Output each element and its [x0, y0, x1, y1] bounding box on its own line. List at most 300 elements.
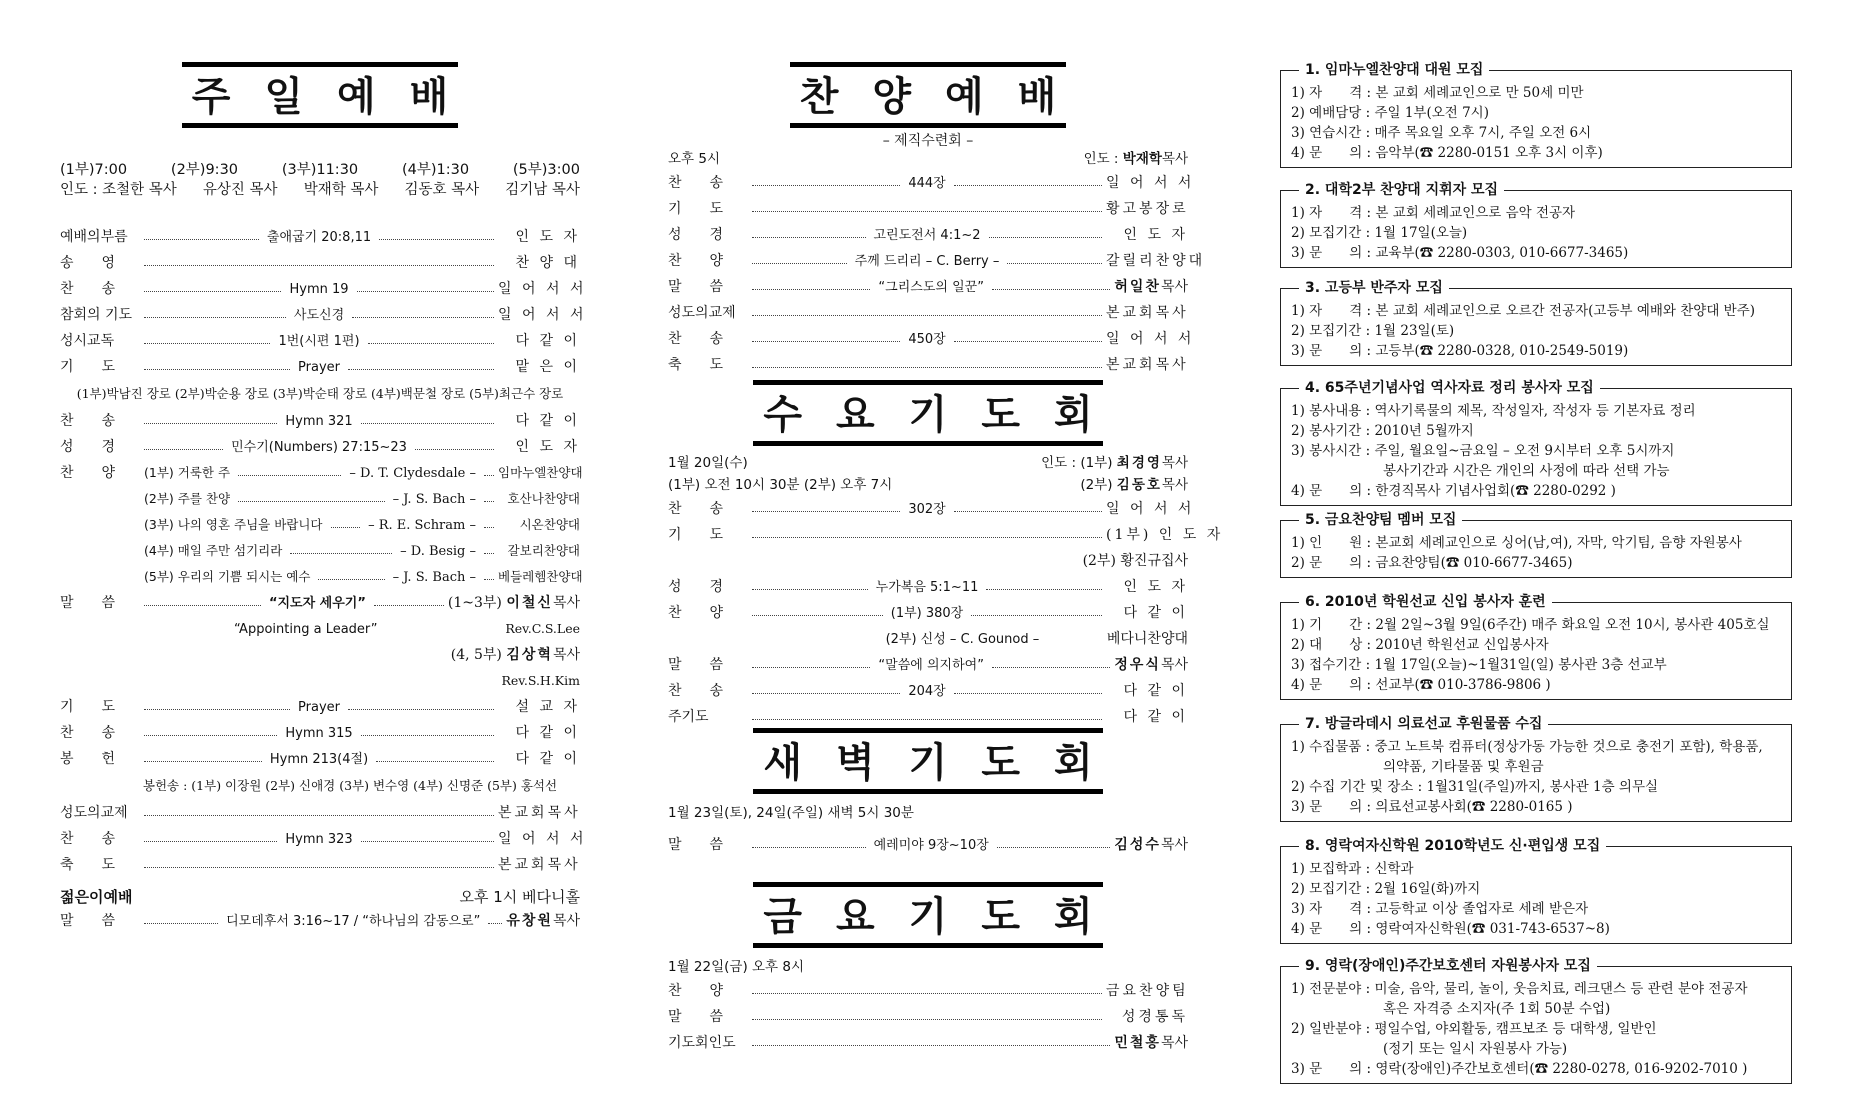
wed-prayer-2: [668, 548, 1188, 574]
leader-dots: [331, 513, 361, 528]
leader-dots: [238, 487, 385, 502]
order-item: Hymn 19: [289, 282, 349, 297]
order-row: [60, 826, 587, 852]
order-label: [60, 328, 140, 354]
dawn-scripture: 예레미야 9장~10장: [873, 838, 989, 853]
leader-name: 최경영: [1116, 455, 1162, 471]
order-row: [668, 222, 1188, 248]
label-text: 성시교독: [60, 333, 115, 349]
order-row: [60, 852, 580, 878]
youth-header: [60, 886, 580, 908]
notice-title: 7. 방글라데시 의료선교 후원물품 수집: [1299, 714, 1548, 734]
sunday-order-list-2: [60, 694, 580, 772]
notice-line: 1) 기 간 : 2월 2일~3월 9일(6주간) 매주 화요일 오전 10시, 봉사관 405호실: [1291, 617, 1770, 633]
wed-order-list-2: [668, 574, 1188, 626]
leader-dots: [986, 575, 1102, 590]
wed-header-1: [668, 452, 1188, 474]
order-row: [668, 522, 1224, 548]
label-text: 성 경: [668, 579, 724, 595]
notice-title: 8. 영락여자신학원 2010학년도 신·편입생 모집: [1299, 836, 1606, 856]
youth-preacher: [506, 908, 580, 934]
leader-dots: [484, 539, 494, 554]
wednesday-order: [668, 452, 1224, 730]
notice-box: [1280, 594, 1792, 700]
order-row: [60, 408, 580, 434]
order-leader: 성경통독: [1121, 1009, 1188, 1025]
order-label: [668, 978, 748, 1004]
notice-line: 1) 자 격 : 본 교회 세례교인으로 오르간 전공자(고등부 예배와 찬양대 반주): [1291, 303, 1755, 319]
sunday-order-list-1: [60, 224, 587, 380]
order-leader: 본교회목사: [498, 857, 581, 873]
label-text: 찬 송: [60, 413, 116, 429]
label-text: 찬 양: [668, 605, 724, 621]
leader-dots: [752, 1031, 1110, 1046]
order-row: [668, 248, 1206, 274]
wed-times: (1부) 오전 10시 30분 (2부) 오후 7시: [668, 477, 893, 493]
preacher-1-en: Rev.C.S.Lee: [505, 621, 580, 636]
sermon-preacher-2: [451, 642, 580, 668]
praise-title-wrap: [668, 62, 1188, 150]
label-text: 찬 송: [60, 831, 116, 847]
label-text: 축 도: [668, 357, 724, 373]
leader-dots: [752, 653, 870, 668]
notice-box: [1280, 838, 1792, 944]
anthem-2: (2부) 신성 – C. Gounod –: [885, 632, 1040, 647]
dawn-preacher: [1114, 832, 1188, 858]
anthem-choir: 베들레헴찬양대: [498, 569, 583, 584]
anthem-composer: – J. S. Bach –: [392, 492, 476, 507]
leader-dots: [144, 747, 262, 762]
order-leader: 금요찬양팀: [1106, 983, 1189, 999]
order-label: [668, 704, 748, 730]
order-row: [60, 434, 580, 460]
order-label: [60, 408, 140, 434]
order-leader: 다 같 이: [1123, 709, 1188, 725]
leader-dots: [992, 653, 1110, 668]
label-text: 송 영: [60, 255, 116, 271]
label-text: 찬 양: [668, 983, 724, 999]
notice-title: 5. 금요찬양팀 멤버 모집: [1299, 510, 1462, 530]
order-label: [60, 852, 140, 878]
friday-leader: [1114, 1030, 1188, 1056]
youth-scripture: 디모데후서 3:16~17 / “하나님의 감동으로”: [226, 914, 481, 929]
order-leader: 다 같 이: [1123, 605, 1189, 621]
leader-dots: [144, 827, 277, 842]
service-leader: 김기남 목사: [505, 182, 580, 198]
leader-dots: [144, 435, 223, 450]
order-label: [60, 720, 140, 746]
notice-line: 3) 봉사시간 : 주일, 월요일~금요일 – 오전 9시부터 오후 5시까지: [1291, 443, 1675, 459]
order-label: [60, 908, 140, 934]
offering-singers: 봉헌송 : (1부) 이장원 (2부) 신애경 (3부) 변수영 (4부) 신명준 (5부) 홍석선: [142, 778, 558, 793]
order-row: [668, 170, 1195, 196]
praise-order-list: [668, 170, 1206, 378]
sermon-title-en: “Appointing a Leader”: [234, 622, 378, 637]
order-row: [60, 250, 580, 276]
order-label: [668, 678, 748, 704]
label-text: 예배의부름: [60, 229, 128, 245]
order-row: [60, 302, 587, 328]
order-label: [60, 800, 140, 826]
title-char: 회: [1053, 894, 1093, 940]
title-char: 배: [409, 74, 449, 120]
notice-line: 3) 자 격 : 고등학교 이상 졸업자로 세례 받은자: [1291, 901, 1589, 917]
order-leader: 인 도 자: [1123, 227, 1189, 243]
youth-sermon-row: [60, 908, 580, 934]
notice-title: 9. 영락(장애인)주간보호센터 자원봉사자 모집: [1299, 956, 1597, 976]
prayer-2: (2부) 황진규집사: [1082, 553, 1188, 569]
praise-header: [668, 148, 1188, 170]
order-label: [60, 250, 140, 276]
wed-header-2: [668, 474, 1188, 496]
leader-dots: [144, 909, 218, 924]
leader-pre: (2부): [1080, 477, 1117, 493]
wed-order-list-3: [668, 652, 1188, 730]
praise-order: [668, 148, 1206, 378]
order-leader: 본교회목사: [1106, 305, 1189, 321]
order-leader: 다 같 이: [515, 725, 581, 741]
notice-title: 1. 임마누엘찬양대 대원 모집: [1299, 60, 1489, 80]
friday-title-wrap: [668, 882, 1188, 948]
title-char: 요: [836, 392, 909, 438]
leader-dots: [752, 833, 866, 848]
leader-dots: [144, 251, 494, 266]
order-item: Prayer: [298, 360, 340, 375]
title-char: 예: [337, 74, 410, 120]
leader-dots: [484, 513, 494, 528]
notice-line: 봉사기간과 시간은 개인의 사정에 따라 선택 가능: [1383, 463, 1670, 479]
leader-name: 정우식: [1114, 657, 1161, 673]
notice-box: [1280, 716, 1792, 822]
anthem-composer: – D. Besig –: [400, 544, 476, 559]
order-label: [668, 352, 748, 378]
order-item: Hymn 321: [285, 414, 353, 429]
notice-line: 2) 일반분야 : 평일수업, 야외활동, 캠프보조 등 대학생, 일반인: [1291, 1021, 1657, 1037]
title-char: 회: [1053, 740, 1093, 786]
notice-line: 1) 전문분야 : 미술, 음악, 물리, 놀이, 웃음치료, 레크댄스 등 관련 분야 전공자: [1291, 981, 1748, 997]
leader-dots: [361, 721, 494, 736]
notice-line: 3) 문 의 : 교육부(☎ 2280-0303, 010-6677-3465): [1291, 245, 1629, 261]
leader-dots: [752, 979, 1102, 994]
leader-pre: 인도 : (1부): [1041, 455, 1117, 471]
order-leader: 본교회목사: [498, 805, 581, 821]
leader-dots: [484, 487, 494, 502]
order-item: Hymn 323: [285, 832, 353, 847]
order-item: 사도신경: [293, 308, 345, 323]
notice-line: 4) 문 의 : 영락여자신학원(☎ 031-743-6537~8): [1291, 921, 1610, 937]
leader-dots: [374, 591, 444, 606]
title-char: 양: [872, 74, 945, 120]
title-char: 새: [763, 740, 837, 786]
order-row: [60, 354, 580, 380]
notice-line: 3) 접수기간 : 1월 17일(오늘)~1월31일(일) 봉사관 3층 선교부: [1291, 657, 1667, 673]
notice-line: 2) 봉사기간 : 2010년 5월까지: [1291, 423, 1474, 439]
leader-dots: [144, 591, 261, 606]
order-leader: (1부) 인 도 자: [1106, 527, 1224, 543]
order-item: Prayer: [298, 700, 340, 715]
leader-dots: [238, 461, 341, 476]
label-text: 기 도: [60, 359, 116, 375]
service-leader: 인도 : 조철한 목사: [60, 182, 177, 198]
order-leader: 일 어 서 서: [1106, 175, 1195, 191]
leader-title: 목사: [1160, 279, 1188, 295]
label-text: 말 씀: [668, 1009, 724, 1025]
order-label: [668, 222, 748, 248]
label-text: 찬 송: [60, 725, 116, 741]
label-text: 성도의교제: [668, 305, 736, 321]
title-char: 금: [763, 894, 837, 940]
youth-time: 오후 1시 베다니홀: [459, 888, 580, 906]
preacher-title: 목사: [552, 913, 580, 929]
notice-line: 1) 자 격 : 본 교회 세례교인으로 음악 전공자: [1291, 205, 1576, 221]
title-char: 수: [763, 392, 837, 438]
leader-dots: [954, 497, 1102, 512]
title-char: 도: [981, 740, 1054, 786]
anthem-composer: – D. T. Clydesdale –: [349, 466, 476, 481]
preacher-name: 이철신: [506, 595, 553, 611]
notice-box: [1280, 62, 1792, 168]
wed-date: 1월 20일(수): [668, 455, 748, 471]
order-item: 고린도전서 4:1~2: [873, 228, 981, 243]
order-row: [668, 652, 1188, 678]
order-leader: 황고봉장로: [1106, 201, 1189, 217]
notice-line: (정기 또는 일시 자원봉사 가능): [1383, 1041, 1568, 1057]
order-leader: 다 같 이: [515, 333, 580, 349]
leader-title: 목사: [1161, 151, 1188, 167]
notice-line: 2) 대 상 : 2010년 학원선교 신입봉사자: [1291, 637, 1549, 653]
leader-dots: [415, 435, 494, 450]
label-text: 말 씀: [668, 657, 724, 673]
anthem-title: (5부) 우리의 기쁨 되시는 예수: [144, 569, 311, 584]
sunday-order-list-1b: [60, 408, 580, 460]
praise-subtitle: – 제직수련회 –: [882, 133, 974, 149]
title-char: 기: [908, 392, 982, 438]
sunday-order: [60, 224, 587, 934]
order-label: [668, 574, 748, 600]
dawn-date-text: 1월 23일(토), 24일(주일) 새벽 5시 30분: [668, 805, 914, 821]
title-char: 예: [945, 74, 1018, 120]
leader-dots: [752, 275, 870, 290]
label-text: 찬 송: [668, 501, 724, 517]
order-label: [60, 826, 140, 852]
order-label: [668, 274, 748, 300]
leader-dots: [144, 277, 281, 292]
leader-dots: [752, 679, 900, 694]
order-leader: 갈릴리찬양대: [1106, 253, 1206, 269]
order-label: [60, 590, 140, 616]
order-item: 누가복음 5:1~11: [875, 580, 979, 595]
notice-line: 혹은 자격증 소지자(주 1회 50분 수업): [1383, 1001, 1611, 1017]
notice-line: 1) 모집학과 : 신학과: [1291, 861, 1414, 877]
wednesday-title: [753, 380, 1102, 446]
sermon-title: “지도자 세우기”: [268, 596, 366, 611]
leader-dots: [318, 565, 384, 580]
leader-dots: [144, 853, 494, 868]
notice-line: 2) 예배담당 : 주일 1부(오전 7시): [1291, 105, 1489, 121]
notice-line: 1) 수집물품 : 중고 노트북 컴퓨터(정상가동 가능한 것으로 충전기 포함), 학용품,: [1291, 739, 1763, 755]
anthem-row: [60, 486, 580, 512]
leader-dots: [992, 275, 1110, 290]
anthem-title: (4부) 매일 주만 섬기리라: [144, 543, 283, 558]
order-label: [60, 302, 140, 328]
leader-dots: [379, 225, 494, 240]
anthem-choir: 시온찬양대: [519, 517, 580, 532]
order-label: [668, 248, 748, 274]
anthem-row: [60, 460, 583, 486]
notice-line: 2) 모집기간 : 1월 23일(토): [1291, 323, 1455, 339]
label-text: 찬 송: [60, 281, 116, 297]
order-label: [668, 496, 748, 522]
leader-dots: [488, 909, 502, 924]
order-leader: 설 교 자: [515, 699, 580, 715]
label-text: 찬 송: [668, 683, 724, 699]
order-item: 출애굽기 20:8,11: [266, 230, 372, 245]
prayer-elders: (1부)박남진 장로 (2부)박순용 장로 (3부)박순태 장로 (4부)백문철 장로 (5부)최근수 장로: [76, 386, 564, 401]
order-label: [668, 1030, 748, 1056]
notice-line: 2) 모집기간 : 2월 16일(화)까지: [1291, 881, 1481, 897]
wed-leader-1: [1041, 452, 1188, 474]
label-text: 찬 송: [668, 331, 724, 347]
leader-title: 목사: [1160, 657, 1188, 673]
order-leader: 일 어 서 서: [498, 831, 587, 847]
title-char: 주: [191, 74, 265, 120]
notice-line: 1) 봉사내용 : 역사기록물의 제목, 작성일자, 작성자 등 기본자료 정리: [1291, 403, 1696, 419]
service-leaders-row: [60, 180, 580, 200]
anthem-row: [60, 512, 580, 538]
notice-box: [1280, 280, 1792, 366]
leader-dots: [144, 329, 270, 344]
order-item: 주께 드리리 – C. Berry –: [854, 254, 1000, 269]
order-item: Hymn 213(4절): [269, 752, 369, 767]
leader-dots: [752, 197, 1102, 212]
leader-name: 김동호: [1116, 477, 1162, 493]
label-text: 말 씀: [668, 837, 724, 853]
anthem-title: (2부) 주를 찬양: [144, 491, 231, 506]
wed-leader-2: [1080, 474, 1188, 496]
leader-title: 목사: [1161, 455, 1188, 471]
leader-dots: [752, 301, 1102, 316]
leader-dots: [357, 277, 494, 292]
leader-dots: [1007, 249, 1102, 264]
leader-dots: [954, 171, 1102, 186]
youth-title: 젊은이예배: [60, 888, 133, 906]
order-leader: 일 어 서 서: [1106, 501, 1195, 517]
friday-order-list: [668, 978, 1188, 1030]
order-label: [60, 746, 140, 772]
title-char: 일: [264, 74, 337, 120]
title-char: 도: [981, 392, 1054, 438]
leader-dots: [144, 801, 494, 816]
order-leader: [1114, 652, 1188, 678]
label-text: 찬 송: [668, 175, 724, 191]
order-row: [668, 196, 1188, 222]
anthem-list: [60, 460, 583, 590]
order-leader: 다 같 이: [1123, 683, 1188, 699]
order-label: [60, 224, 140, 250]
leader-title: 목사: [1160, 1035, 1188, 1051]
order-leader: 다 같 이: [515, 751, 581, 767]
order-item: (1부) 380장: [890, 606, 964, 621]
leader-dots: [752, 497, 900, 512]
order-leader: 인 도 자: [515, 229, 581, 245]
wednesday-title-wrap: [668, 380, 1188, 446]
order-item: Hymn 315: [285, 726, 353, 741]
notice-line: 의약품, 기타물품 및 후원금: [1383, 759, 1544, 775]
service-time: (3부)11:30: [281, 162, 359, 178]
order-leader: 인 도 자: [1123, 579, 1189, 595]
order-leader: 인 도 자: [515, 439, 580, 455]
part: (1~3부): [447, 595, 502, 611]
anthem-2-choir: 베다니찬양대: [1106, 631, 1188, 647]
leader-dots: [144, 721, 277, 736]
praise-time: 오후 5시: [668, 151, 721, 167]
leader-dots: [144, 303, 286, 318]
order-item: 302장: [908, 502, 946, 517]
notice-line: 2) 수집 기간 및 장소 : 1월31일(주일)까지, 봉사관 1층 의무실: [1291, 779, 1659, 795]
service-time: (5부)3:00: [512, 162, 580, 178]
leader-dots: [752, 353, 1102, 368]
order-label: [668, 600, 748, 626]
order-item: 444장: [908, 176, 946, 191]
order-row: [668, 274, 1188, 300]
order-label: [668, 1004, 748, 1030]
preacher-title: 목사: [1160, 837, 1189, 853]
order-label: [60, 276, 140, 302]
anthem-choir: 임마누엘찬양대: [498, 465, 583, 480]
leader-dots: [368, 329, 494, 344]
dawn-order: [668, 802, 1188, 858]
order-item: 204장: [908, 684, 946, 699]
sunday-times: [60, 160, 580, 200]
anthem-choir: 갈보리찬양대: [507, 543, 580, 558]
order-label: [668, 652, 748, 678]
dawn-title-wrap: [668, 728, 1188, 794]
preacher-title: 목사: [552, 647, 580, 663]
label-text: 참회의 기도: [60, 307, 133, 323]
notice-line: 3) 문 의 : 의료선교봉사회(☎ 2280-0165 ): [1291, 799, 1573, 815]
praise-title: [790, 62, 1067, 128]
friday-date: [668, 956, 1188, 978]
order-item: 450장: [908, 332, 946, 347]
service-times-row: [60, 160, 580, 180]
title-char: 기: [908, 894, 982, 940]
dawn-title: [753, 728, 1102, 794]
friday-title: [753, 882, 1102, 948]
notice-line: 3) 문 의 : 고등부(☎ 2280-0328, 010-2549-5019): [1291, 343, 1629, 359]
label-text: 성도의교제: [60, 805, 128, 821]
sermon-preacher-2-row: [60, 642, 580, 668]
notice-box: [1280, 958, 1792, 1084]
leader-dots: [144, 355, 290, 370]
order-leader: 다 같 이: [515, 413, 581, 429]
sunday-title-wrap: [60, 62, 580, 128]
notice-line: 1) 인 원 : 본교회 세례교인으로 싱어(남,여), 자막, 악기팀, 음향 자원봉사: [1291, 535, 1742, 551]
label-text: 기도회인도: [668, 1035, 736, 1051]
leader-dots: [361, 827, 494, 842]
label-text: 주기도: [668, 709, 709, 725]
label-text: 기 도: [60, 699, 116, 715]
order-label: [668, 300, 748, 326]
label-text: 봉 헌: [60, 751, 116, 767]
notice-title: 6. 2010년 학원선교 신입 봉사자 훈련: [1299, 592, 1552, 612]
title-char: 도: [981, 894, 1054, 940]
leader-dots: [144, 409, 277, 424]
leader-name: 민철홍: [1114, 1035, 1161, 1051]
label-text: 찬 양: [60, 465, 116, 481]
notice-line: 3) 문 의 : 영락(장애인)주간보호센터(☎ 2280-0278, 016-9202-7010 ): [1291, 1061, 1748, 1077]
notice-box: [1280, 182, 1792, 268]
label-text: 성 경: [668, 227, 724, 243]
